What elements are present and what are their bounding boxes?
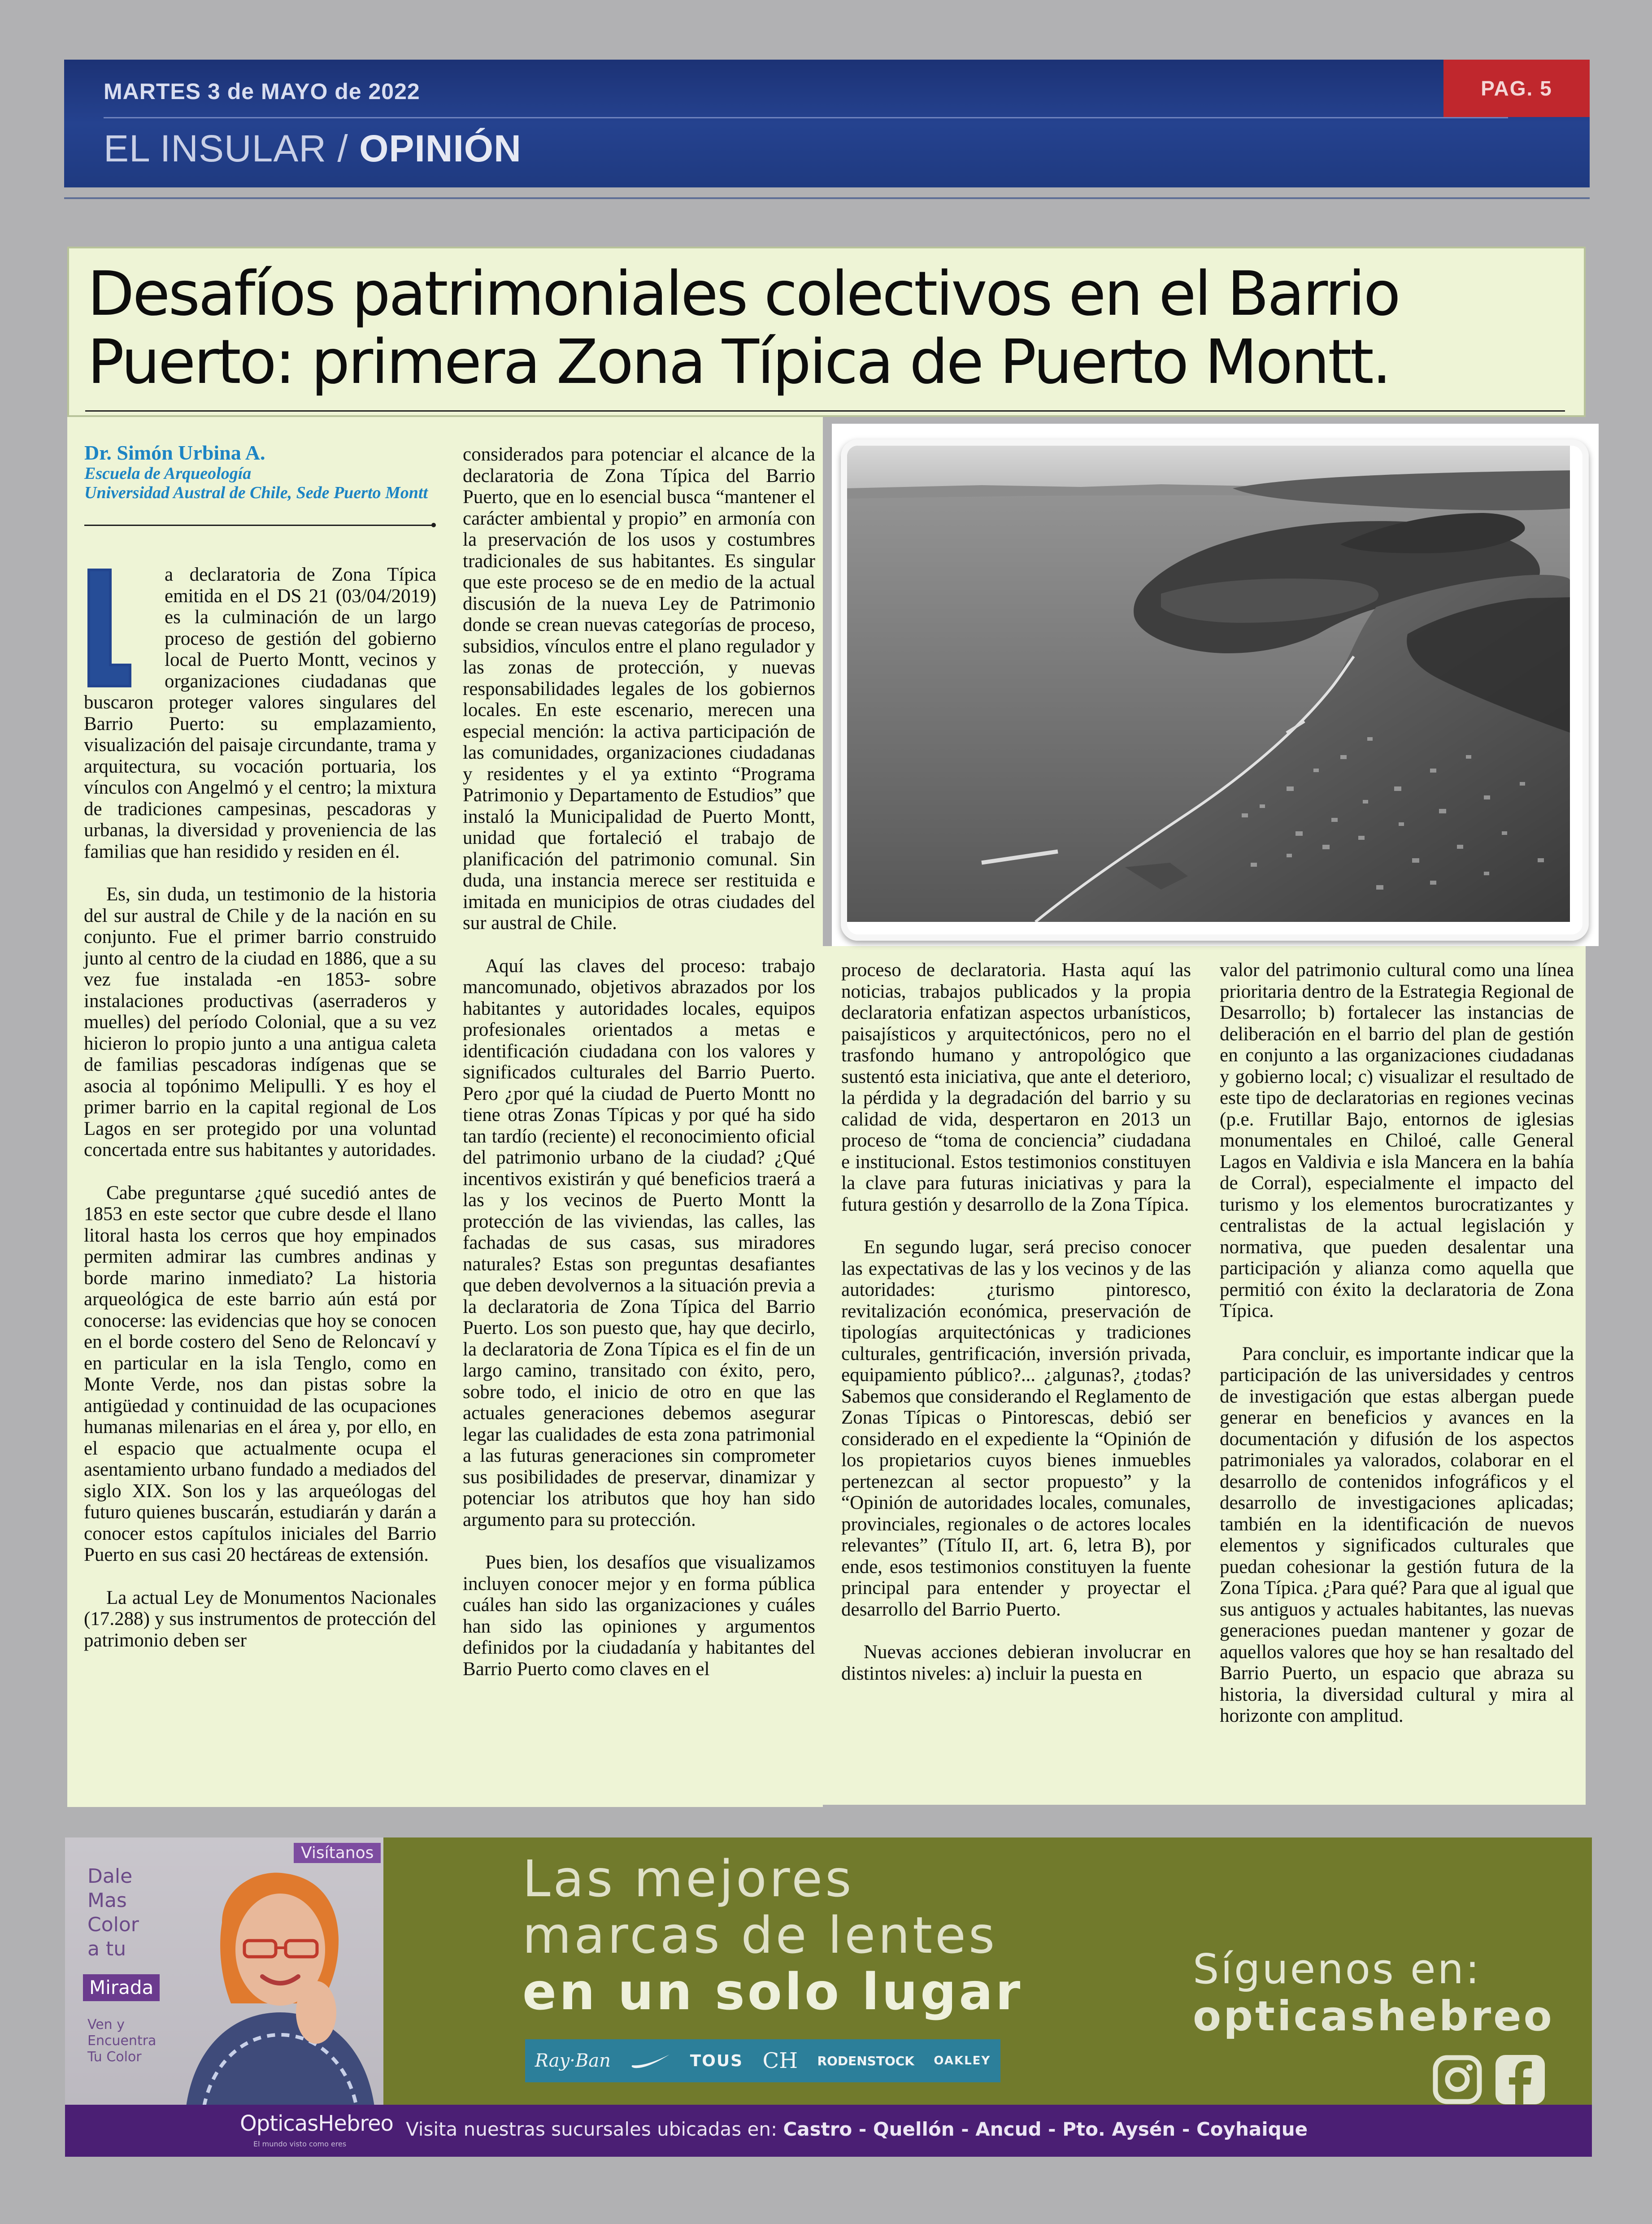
subline-1: Ven y [87,2017,125,2033]
col4-paragraph-1: valor del patrimonio cultural como una línea prioritaria dentro de la Estrategia Regional de Desarrollo; b) fortalecer las instancias de deliberación en el barrio del plan de gestión en conjunto a las organizaciones ciudadanas y gobierno local; c) visualizar el resultado de este tipo de declaratorias en regiones vecinas (p.e. Frutillar Bajo, entornos de iglesias monumentales en Chiloé, calle General Lagos en Valdivia e isla Mancera en la bahía de Corral), especialmente el impacto del turismo y los elementos burocratizantes y centralistas de la actual legislación y normativa, que pueden desalentar una participación y alianza como aquella que permitió con éxito la declaratoria de Zona Típica. [1220,960,1574,1321]
ad-headline [522,1851,1023,2020]
headline-panel [67,247,1586,417]
ad-logo: OpticasHebreo [240,2111,393,2136]
col4-paragraph-2: Para concluir, es importante indicar que la participación de las universidades y centros de investigación que estas albergan puede generar en beneficios y avances en la documentación y difusión de los aspectos patrimoniales ya valorados, colaborar en el desarrollo de contenidos infográficos y el desarrollo de investigaciones aplicadas; también en la identificación de nuevos elementos y significados culturales que puedan cohesionar la gestión futura de la Zona Típica. ¿Para qué? Para que al igual que sus antiguos y actuales habitantes, las nuevas generaciones puedan mantener y gozar de aquellos valores que hoy se han resaltado del Barrio Puerto, un espacio que abraza su historia, la diversidad cultural y mira al horizonte con amplitud. [1220,1343,1574,1726]
ad-left-subline [87,2017,156,2065]
brand-ch-logo: CH [762,2048,798,2073]
facebook-icon[interactable] [1495,2055,1545,2104]
tagline-line-2: Mas [87,1889,127,1912]
col1-paragraph-3: Cabe preguntarse ¿qué sucedió antes de 1853 en este sector que cubre desde el llano litoral hasta los cerros que hoy empinados permiten admirar las cumbres andinas y borde marino inmediato? La historia arqueológica de este barrio aún está por conocerse: las evidencias que hoy se conocen en el borde costero del Seno de Reloncaví y en particular en la isla Tenglo, como en Monte Verde, nos dan pistas sobre la antigüedad y continuidad de las ocupaciones humanas milenarias en el área y, por ello, en el espacio que actualmente ocupa el asentamiento urbano fundado a mediados del siglo XIX. Son los y las arqueólogas del futuro quienes buscarán, estudiarán y darán a conocer estos capítulos iniciales del Barrio Puerto en sus casi 20 hectáreas de extensión. [84,1182,436,1565]
ad-portrait-panel [65,1837,383,2107]
ad-model-portrait [168,1864,379,2107]
col3-paragraph-3: Nuevas acciones debieran involucrar en distintos niveles: a) incluir la puesta en [841,1642,1191,1684]
brand-tous-logo: TOUS [690,2051,743,2070]
instagram-icon[interactable] [1433,2055,1482,2104]
ad-follow-label: Síguenos en: [1193,1945,1481,1993]
page-number: PAG. 5 [1443,60,1590,117]
col1-paragraph-1 [84,564,436,862]
ad-headline-line-1: Las mejores [522,1850,854,1908]
nike-swoosh-icon [630,2052,670,2070]
masthead-rule [104,117,1508,118]
article-column-3 [841,960,1191,1684]
author-rule-dot [431,523,436,527]
brand-oakley-logo: OAKLEY [934,2054,991,2068]
ad-footer-band [65,2105,1592,2157]
subline-3: Tu Color [87,2049,142,2065]
tagline-line-1: Dale [87,1865,133,1888]
issue-date: MARTES 3 de MAYO de 2022 [104,79,420,104]
header-divider [64,197,1590,199]
subline-2: Encuentra [87,2033,157,2049]
section-name: OPINIÓN [359,127,522,169]
ad-social-handle[interactable]: opticashebreo [1193,1992,1554,2040]
author-rule [84,525,432,526]
article-column-2 [463,444,815,1680]
ad-left-tagline [87,1864,139,1961]
brand-rayban-logo: Ray·Ban [535,2050,611,2071]
author-block [84,442,434,503]
tagline-line-4: a tu [87,1937,126,1960]
branches-prefix: Visita nuestras sucursales ubicadas en: [406,2118,778,2140]
col2-paragraph-3: Pues bien, los desafíos que visualizamos incluyen conocer mejor y en forma pública cuáles han sido las organizaciones y cuáles han sido las opiniones y argumentos definidos por la ciudadanía y habitantes del Barrio Puerto como claves en el [463,1552,815,1680]
author-affiliation-1: Escuela de Arqueología [84,464,252,483]
headline-rule [85,410,1565,412]
author-affiliation-2: Universidad Austral de Chile, Sede Puerto Montt [84,483,428,502]
article-headline: Desafíos patrimoniales colectivos en el Barrio Puerto: primera Zona Típica de Puerto Montt. [87,259,1399,398]
col1-paragraph-2: Es, sin duda, un testimonio de la historia del sur austral de Chile y de la nación en su conjunto. Fue el primer barrio construido junto al centro de la ciudad en 1886, que a su vez fue instalada -en 1853- sobre instalaciones productivas (aserraderos y muelles) del período Colonial, que a su vez hicieron lo propio junto a una antigua caleta de familias pescadoras indígenas que se asocia al topónimo Melipulli. Y es hoy el primer barrio en la capital regional de Los Lagos en ser protegido por una voluntad concertada entre sus habitantes y autoridades. [84,884,436,1160]
ad-branches-line [406,2118,1308,2140]
section-title [104,127,522,170]
col1-paragraph-1-text: a declaratoria de Zona Típica emitida en el DS 21 (03/04/2019) es la culminación de un largo proceso de gestión del gobierno local de Puerto Montt, vecinos y organizaciones ciudadanas que buscaron proteger valores singulares del Barrio Puerto: su emplazamiento, visualización del paisaje circundante, trama y arquitectura, su vocación portuaria, los vínculos con Angelmó y el centro; la mixtura de tradiciones campesinas, pescadoras y urbanas, la diversidad y proveniencia de las familias que han residido y residen en él. [84,564,436,862]
article-column-4 [1220,960,1574,1727]
optics-advertisement[interactable] [65,1837,1592,2157]
aerial-photo [841,439,1589,941]
brand-rodenstock-logo: RODENSTOCK [817,2053,914,2068]
branches-list: Castro - Quellón - Ancud - Pto. Aysén - Coyhaique [783,2118,1308,2140]
col1-paragraph-4: La actual Ley de Monumentos Nacionales (17.288) y sus instrumentos de protección del patrimonio deben ser [84,1587,436,1651]
ad-headline-line-3: en un solo lugar [522,1963,1023,2021]
ad-visitanos-badge: Visítanos [294,1843,381,1863]
col2-paragraph-1: considerados para potenciar el alcance de la declaratoria de Zona Típica del Barrio Puerto, que en lo esencial busca “mantener el carácter ambiental y propio” en armonía con la preservación de los usos y costumbres tradicionales de sus habitantes. Es singular que este proceso se de en medio de la actual discusión de la nueva Ley de Patrimonio donde se crean nuevas categorías de proceso, subsidios, vínculos entre el plano regulador y las zonas de protección, y nuevas responsabilidades legales de los gobiernos locales. En este escenario, merecen una especial mención: la activa participación de las comunidades, organizaciones ciudadanas y residentes y el ya extinto “Programa Patrimonio y Departamento de Estudios” que instaló la Municipalidad de Puerto Montt, unidad que fortaleció el trabajo de planificación del patrimonio comunal. Sin duda, una instancia merece ser restituida e imitada en municipios de otras ciudades del sur austral de Chile. [463,444,815,934]
col3-paragraph-1: proceso de declaratoria. Hasta aquí las noticias, trabajos publicados y la propia declaratoria enfatizan aspectos urbanísticos, paisajísticos y arquitectónicos, pero no el trasfondo humano y antropológico que sustentó esta iniciativa, que ante el deterioro, la pérdida y la degradación del barrio y su calidad de vida, despertaron en 2013 un proceso de “toma de conciencia” ciudadana e institucional. Estos testimonios constituyen la clave para futuras iniciativas y para la futura gestión y desarrollo de la Zona Típica. [841,960,1191,1215]
ad-logo-sub: El mundo visto como eres [253,2140,347,2148]
aerial-bay-photo-image [847,446,1570,922]
photo-container [832,424,1599,946]
brand-logo-strip [525,2039,1000,2082]
ad-mirada-badge: Mirada [83,1974,160,2001]
article-column-1 [84,564,436,1651]
section-prefix: EL INSULAR / [104,127,348,169]
col3-paragraph-2: En segundo lugar, será preciso conocer las expectativas de las y los vecinos y de las autoridades: ¿turismo pintoresco, revitalización económica, preservación de tipologías arquitectónicas y tradiciones culturales, gentrificación, inversión privada, equipamiento público?... ¿algunas?, ¿todas? Sabemos que considerando el Reglamento de Zonas Típicas o Pintorescas, debió ser considerado en el expediente la “Opinión de los propietarios cuyos bienes inmuebles pertenezcan al sector propuesto” y la “Opinión de autoridades locales, comunales, provinciales, regionales o de actores locales relevantes” (Título II, art. 6, letra B), por ende, esos testimonios constituyen la fuente principal para entender y proyectar el desarrollo del Barrio Puerto. [841,1237,1191,1620]
author-name: Dr. Simón Urbina A. [84,441,265,464]
col2-paragraph-2: Aquí las claves del proceso: trabajo mancomunado, objetivos abrazados por los habitantes y autoridades locales, equipos profesionales orientados a metas e identificación ciudadana con los valores y significados culturales del Barrio Puerto. Pero ¿por qué la ciudad de Puerto Montt no tiene otras Zonas Típicas y por qué ha sido tan tardío (reciente) el reconocimiento oficial del patrimonio urbano de la ciudad? ¿Qué incentivos existirán y qué beneficios traerá a las y los vecinos de Puerto Montt la protección de las viviendas, las calles, las fachadas de sus casas, sus miradores naturales? Estas son preguntas desafiantes que deben devolvernos a la situación previa a la declaratoria de Zona Típica del Barrio Puerto. Los son puesto que, hay que decirlo, la declaratoria de Zona Típica es el fin de un largo camino, transitado con éxito, pero, sobre todo, el inicio de otro en que las actuales generaciones debemos asegurar legar las cualidades de esta zona patrimonial a las futuras generaciones sin comprometer sus posibilidades de preservar, dinamizar y potenciar los atributos que hoy han sido argumento para su protección. [463,955,815,1530]
tagline-line-3: Color [87,1913,139,1936]
drop-cap-space [84,564,165,685]
masthead-band [64,60,1590,187]
ad-headline-line-2: marcas de lentes [522,1907,998,1965]
